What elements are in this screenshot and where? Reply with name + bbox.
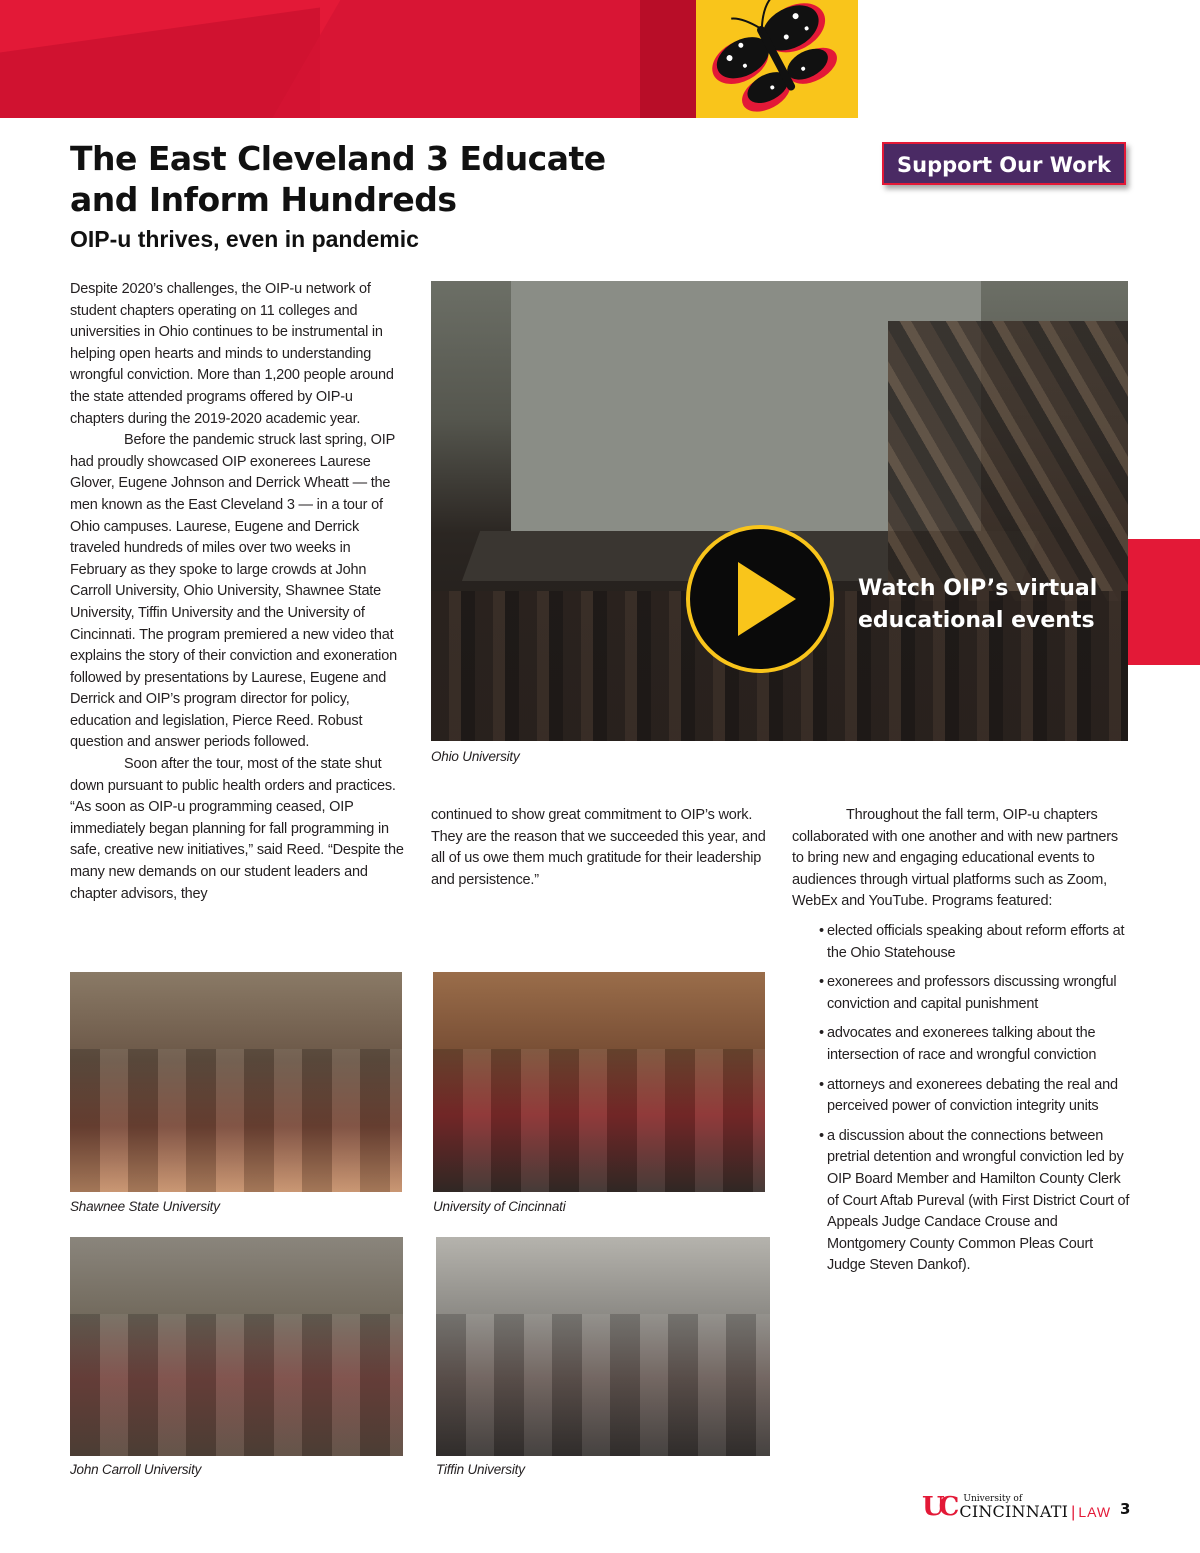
paragraph: Throughout the fall term, OIP-u chapters collaborated with one another and with new partners to bring new and engaging educational events to audiences through virtual platforms such as Zoom, WebEx and YouTube. Programs featured: xyxy=(792,807,1118,910)
photo-caption: Ohio University xyxy=(431,749,520,764)
butterfly-panel xyxy=(696,0,858,118)
list-item: • attorneys and exonerees debating the real and perceived power of conviction integrity units xyxy=(820,1075,1132,1118)
watch-events-link[interactable]: Watch OIP’s virtual educational events xyxy=(858,576,1098,633)
article-column-2 xyxy=(431,805,771,891)
play-icon xyxy=(738,562,796,636)
paragraph: Despite 2020’s challenges, the OIP-u network of student chapters operating on 11 colleges and universities in Ohio continues to be instrumental in helping open hearts and minds to understanding wrongful conviction. More than 1,200 people around the state attended programs offered by OIP-u chapters during the 2019-2020 academic year. xyxy=(70,281,394,427)
uc-logo-icon: UC xyxy=(922,1492,954,1522)
article-column-3 xyxy=(792,805,1132,1285)
side-tab xyxy=(1128,539,1200,665)
page-subtitle: OIP-u thrives, even in pandemic xyxy=(70,226,419,252)
page-number: 3 xyxy=(1120,1500,1131,1518)
shawnee-state-photo xyxy=(70,972,402,1192)
page-title xyxy=(70,138,630,220)
title-line-1: The East Cleveland 3 Educate xyxy=(70,139,606,178)
list-item: • elected officials speaking about reform efforts at the Ohio Statehouse xyxy=(820,921,1132,964)
tiffin-photo xyxy=(436,1237,770,1456)
photo-caption: Shawnee State University xyxy=(70,1199,220,1214)
uc-law-logo xyxy=(922,1491,1111,1521)
title-line-2: and Inform Hundreds xyxy=(70,180,457,219)
photo-caption: John Carroll University xyxy=(70,1462,202,1477)
logo-university-of: University of xyxy=(963,1494,1023,1504)
program-list xyxy=(792,921,1132,1277)
paragraph: Soon after the tour, most of the state shut down pursuant to public health orders and practices. “As soon as OIP-u programming ceased, OIP immediately began planning for fall programming in safe, creative new initiatives,” said Reed. “Despite the many new demands on our student leaders and chapter advisors, they xyxy=(70,756,404,902)
support-our-work-button[interactable]: Support Our Work xyxy=(882,142,1126,185)
butterfly-icon xyxy=(696,0,858,118)
list-item: • advocates and exonerees talking about the intersection of race and wrongful conviction xyxy=(820,1023,1132,1066)
john-carroll-photo xyxy=(70,1237,403,1456)
cincinnati-photo xyxy=(433,972,765,1192)
logo-separator: | xyxy=(1071,1504,1076,1521)
photo-caption: Tiffin University xyxy=(436,1462,525,1477)
photo-caption: University of Cincinnati xyxy=(433,1199,566,1214)
paragraph: continued to show great commitment to OIP’s work. They are the reason that we succeeded this year, and all of us owe them much gratitude for their leadership and persistence.” xyxy=(431,807,766,888)
logo-law: LAW xyxy=(1078,1504,1112,1520)
paragraph: Before the pandemic struck last spring, OIP had proudly showcased OIP exonerees Laurese Glover, Eugene Johnson and Derrick Wheatt — the men known as the East Cleveland 3 — in a tour of Ohio campuses. Laurese, Eugene and Derrick traveled hundreds of miles over two weeks in February as they spoke to large crowds at John Carroll University, Ohio University, Shawnee State University, Tiffin University and the University of Cincinnati. The program premiered a new video that explains the story of their conviction and exoneration followed by presentations by Laurese, Eugene and Derrick and OIP’s program director for policy, education and legislation, Pierce Reed. Robust question and answer periods followed. xyxy=(70,432,397,751)
list-item: • a discussion about the connections between pretrial detention and wrongful conviction led by OIP Board Member and Hamilton County Clerk of Court Aftab Pureval (with First District Court of Appeals Judge Candace Crouse and Montgomery County Common Pleas Court Judge Steven Dankof). xyxy=(820,1126,1132,1277)
header-banner xyxy=(0,0,696,118)
list-item: • exonerees and professors discussing wrongful conviction and capital punishment xyxy=(820,972,1132,1015)
ohio-university-photo xyxy=(431,281,1128,741)
logo-cincinnati: CINCINNATI xyxy=(959,1502,1069,1521)
play-video-button[interactable] xyxy=(686,525,834,673)
article-column-1 xyxy=(70,279,410,905)
